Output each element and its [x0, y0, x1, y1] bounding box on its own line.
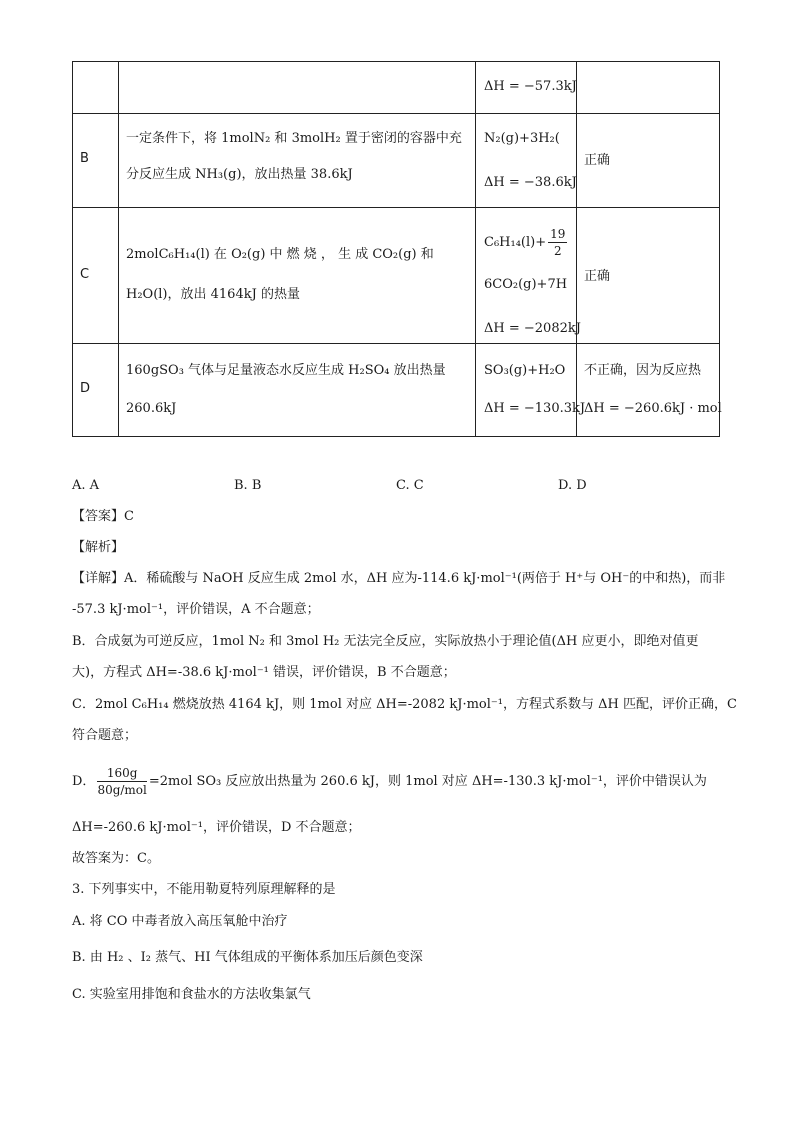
row-d-eval-line1: 不正确，因为反应热: [584, 363, 702, 378]
row-b-eq-line2: ΔH = −38.6kJ: [484, 175, 577, 190]
row-a-equation: [484, 75, 577, 105]
row-c-label: C: [80, 267, 90, 282]
option-d[interactable]: D. D: [558, 478, 587, 493]
row-d-equation: [484, 359, 586, 429]
row-b-description: [126, 127, 472, 197]
row-b-eval-text: 正确: [584, 153, 611, 168]
detail-line-1: 【详解】A．稀硫酸与 NaOH 反应生成 2mol 水，ΔH 应为-114.6 kJ·mol⁻¹(两倍于 H⁺与 OH⁻的中和热)，而非: [72, 571, 726, 586]
fraction-denominator: 80g/mol: [97, 783, 147, 797]
row-c-desc-line2: H₂O(l)，放出 4164kJ 的热量: [126, 287, 300, 302]
row-c-eq-line3: ΔH = −2082kJ: [484, 321, 581, 336]
row-divider: [72, 343, 720, 344]
detail-line-9: 故答案为：C。: [72, 851, 160, 866]
row-divider: [72, 207, 720, 208]
option-b[interactable]: B. B: [234, 478, 262, 493]
option-a[interactable]: A. A: [72, 478, 100, 493]
detail-line-6: 符合题意；: [72, 728, 138, 743]
detail-line-4: 大)，方程式 ΔH=-38.6 kJ·mol⁻¹ 错误，评价错误，B 不合题意；: [72, 665, 456, 680]
row-b-evaluation: [584, 151, 714, 175]
col-divider: [118, 61, 119, 437]
question-option-b[interactable]: B. 由 H₂ 、I₂ 蒸气、HI 气体组成的平衡体系加压后颜色变深: [72, 950, 423, 965]
question-option-c[interactable]: C. 实验室用排饱和食盐水的方法收集氯气: [72, 987, 311, 1002]
detail-line-7-prefix: D．: [72, 774, 96, 789]
row-d-evaluation: [584, 359, 722, 429]
row-c-desc-line1: 2molC₆H₁₄(l) 在 O₂(g) 中 燃 烧 ， 生 成 CO₂(g) 和: [126, 247, 434, 262]
row-d-eq-line2: ΔH = −130.3kJ: [484, 401, 586, 416]
row-d-description: [126, 359, 472, 429]
table-border-bottom: [72, 436, 720, 437]
row-c-eq-line1: [484, 225, 569, 261]
row-d-label: D: [80, 381, 91, 396]
row-d-eq-line1: SO₃(g)+H₂O: [484, 363, 566, 378]
row-d-desc-line1: 160gSO₃ 气体与足量液态水反应生成 H₂SO₄ 放出热量: [126, 363, 446, 378]
detail-line-5: C．2mol C₆H₁₄ 燃烧放热 4164 kJ，则 1mol 对应 ΔH=-2082 kJ·mol⁻¹，方程式系数与 ΔH 匹配，评价正确，C: [72, 697, 737, 712]
row-b-label: B: [80, 151, 89, 166]
col-divider: [475, 61, 476, 437]
row-b-eq-line1: N₂(g)+3H₂(: [484, 131, 560, 146]
row-c-eval-text: 正确: [584, 269, 611, 284]
molar-fraction: [97, 765, 146, 798]
row-b-equation: [484, 127, 577, 197]
row-b-desc-line2: 分反应生成 NH₃(g)，放出热量 38.6kJ: [126, 167, 353, 182]
row-c-evaluation: [584, 267, 714, 291]
row-d-eval-line2: ΔH = −260.6kJ · mol: [584, 401, 722, 416]
col-divider: [72, 61, 73, 437]
table-border-top: [72, 61, 720, 62]
detail-line-8: ΔH=-260.6 kJ·mol⁻¹，评价错误，D 不合题意；: [72, 820, 361, 835]
question-stem: 3. 下列事实中，不能用勒夏特列原理解释的是: [72, 882, 336, 897]
question-option-a[interactable]: A. 将 CO 中毒者放入高压氧舱中治疗: [72, 914, 288, 929]
col-divider: [576, 61, 577, 437]
row-a-delta-h: ΔH = −57.3kJ: [484, 79, 577, 94]
row-b-desc-line1: 一定条件下，将 1molN₂ 和 3molH₂ 置于密闭的容器中充: [126, 131, 462, 146]
detail-line-2: -57.3 kJ·mol⁻¹，评价错误，A 不合题意；: [72, 602, 320, 617]
fraction-numerator: 160g: [97, 765, 146, 782]
analysis-heading: 【解析】: [72, 540, 125, 555]
row-c-description: [126, 243, 472, 313]
row-d-desc-line2: 260.6kJ: [126, 401, 177, 416]
col-divider: [719, 61, 720, 437]
row-divider: [72, 113, 720, 114]
detail-line-7-rest: =2mol SO₃ 反应放出热量为 260.6 kJ，则 1mol 对应 ΔH=-130.3 kJ·mol⁻¹，评价中错误认为: [148, 774, 707, 789]
answer-table: [72, 61, 720, 437]
detail-line-3: B．合成氨为可逆反应，1mol N₂ 和 3mol H₂ 无法完全反应，实际放热小于理论值(ΔH 应更小，即绝对值更: [72, 634, 699, 649]
detail-line-7: [72, 762, 707, 802]
row-c-equation: [484, 211, 581, 341]
row-c-eq-line2: 6CO₂(g)+7H: [484, 277, 568, 292]
fraction-denominator: 2: [553, 244, 562, 258]
row-c-eq-prefix: C₆H₁₄(l)+: [484, 235, 547, 250]
option-c[interactable]: C. C: [396, 478, 424, 493]
answer-line: 【答案】C: [72, 509, 134, 524]
row-c-eq-fraction: [548, 226, 567, 259]
fraction-numerator: 19: [550, 227, 566, 241]
